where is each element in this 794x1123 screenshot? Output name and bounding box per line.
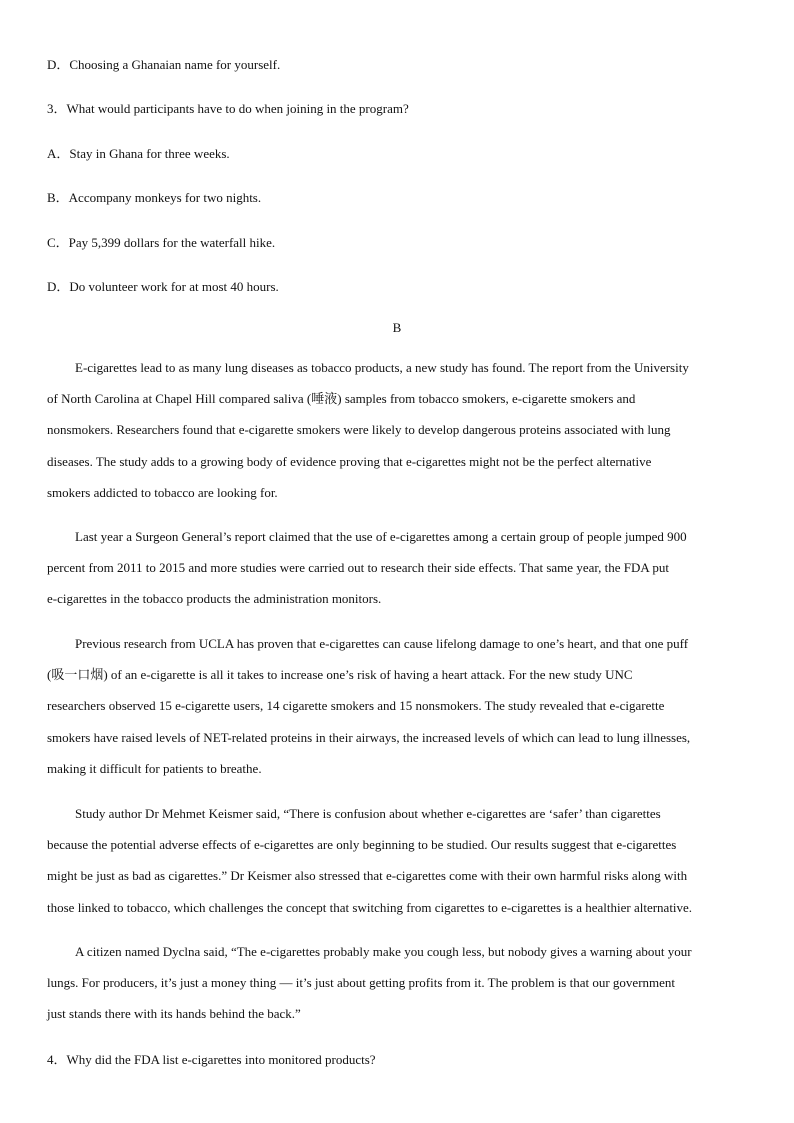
q3-option-b: B．Accompany monkeys for two nights. — [47, 190, 262, 205]
q4-question: 4．Why did the FDA list e-cigarettes into monitored products? — [47, 1052, 376, 1067]
passage-paragraph-1 — [47, 352, 741, 508]
q3-option-c: C．Pay 5,399 dollars for the waterfall hike. — [47, 235, 276, 250]
q3-question: 3．What would participants have to do when joining in the program? — [47, 101, 409, 116]
paragraph-line: just stands there with its hands behind the back.” — [47, 1006, 301, 1022]
q3-option-a: A．Stay in Ghana for three weeks. — [47, 146, 230, 161]
paragraph-line: those linked to tobacco, which challenges the concept that switching from cigarettes to e-cigarettes is a healthier alternative. — [47, 899, 693, 915]
paragraph-line: because the potential adverse effects of e-cigarettes are only beginning to be studied. Our results suggest that e-cigarettes — [47, 837, 677, 853]
paragraph-line: (吸一口烟) of an e-cigarette is all it takes to increase one’s risk of having a heart attack. For the new study UNC — [47, 667, 633, 683]
paragraph-line: making it difficult for patients to breathe. — [47, 760, 262, 776]
passage-paragraph-5 — [47, 936, 741, 1030]
paragraph-line: of North Carolina at Chapel Hill compared saliva (唾液) samples from tobacco smokers, e-cigarette smokers and — [47, 391, 636, 407]
passage-paragraph-4 — [47, 798, 741, 923]
paragraph-line: diseases. The study adds to a growing body of evidence proving that e-cigarettes might not be the perfect alternative — [47, 453, 652, 469]
paragraph-line: lungs. For producers, it’s just a money thing — it’s just about getting profits from it. The problem is that our government — [47, 975, 676, 991]
paragraph-line: Study author Dr Mehmet Keismer said, “There is confusion about whether e-cigarettes are ‘safer’ than cigarettes — [75, 806, 661, 821]
paragraph-line: smokers addicted to tobacco are looking for. — [47, 484, 278, 500]
paragraph-line: Previous research from UCLA has proven that e-cigarettes can cause lifelong damage to one’s heart, and that one puff — [75, 636, 689, 651]
section-label: B — [392, 320, 402, 335]
paragraph-line: A citizen named Dyclna said, “The e-cigarettes probably make you cough less, but nobody gives a warning about your — [75, 944, 692, 959]
paragraph-line: researchers observed 15 e-cigarette users, 14 cigarette smokers and 15 nonsmokers. The study revealed that e-cigarette — [47, 698, 665, 714]
paragraph-line: nonsmokers. Researchers found that e-cigarette smokers were likely to develop dangerous proteins associated with lung — [47, 422, 671, 438]
q3-option-d: D．Do volunteer work for at most 40 hours. — [47, 279, 279, 294]
paragraph-line: smokers have raised levels of NET-related proteins in their airways, the increased levels of which can lead to lung illnesses, — [47, 729, 691, 745]
paragraph-line: E-cigarettes lead to as many lung diseases as tobacco products, a new study has found. The report from the University — [75, 360, 689, 375]
paragraph-line: e-cigarettes in the tobacco products the administration monitors. — [47, 591, 382, 607]
passage-paragraph-2 — [47, 521, 741, 615]
q2-option-d: D．Choosing a Ghanaian name for yourself. — [47, 57, 281, 72]
passage-paragraph-3 — [47, 628, 741, 784]
paragraph-line: Last year a Surgeon General’s report claimed that the use of e-cigarettes among a certain group of people jumped 900 — [75, 529, 687, 544]
paragraph-line: percent from 2011 to 2015 and more studies were carried out to research their side effects. That same year, the FDA put — [47, 560, 669, 576]
paragraph-line: might be just as bad as cigarettes.” Dr Keismer also stressed that e-cigarettes come with their own harmful risks along with — [47, 868, 688, 884]
